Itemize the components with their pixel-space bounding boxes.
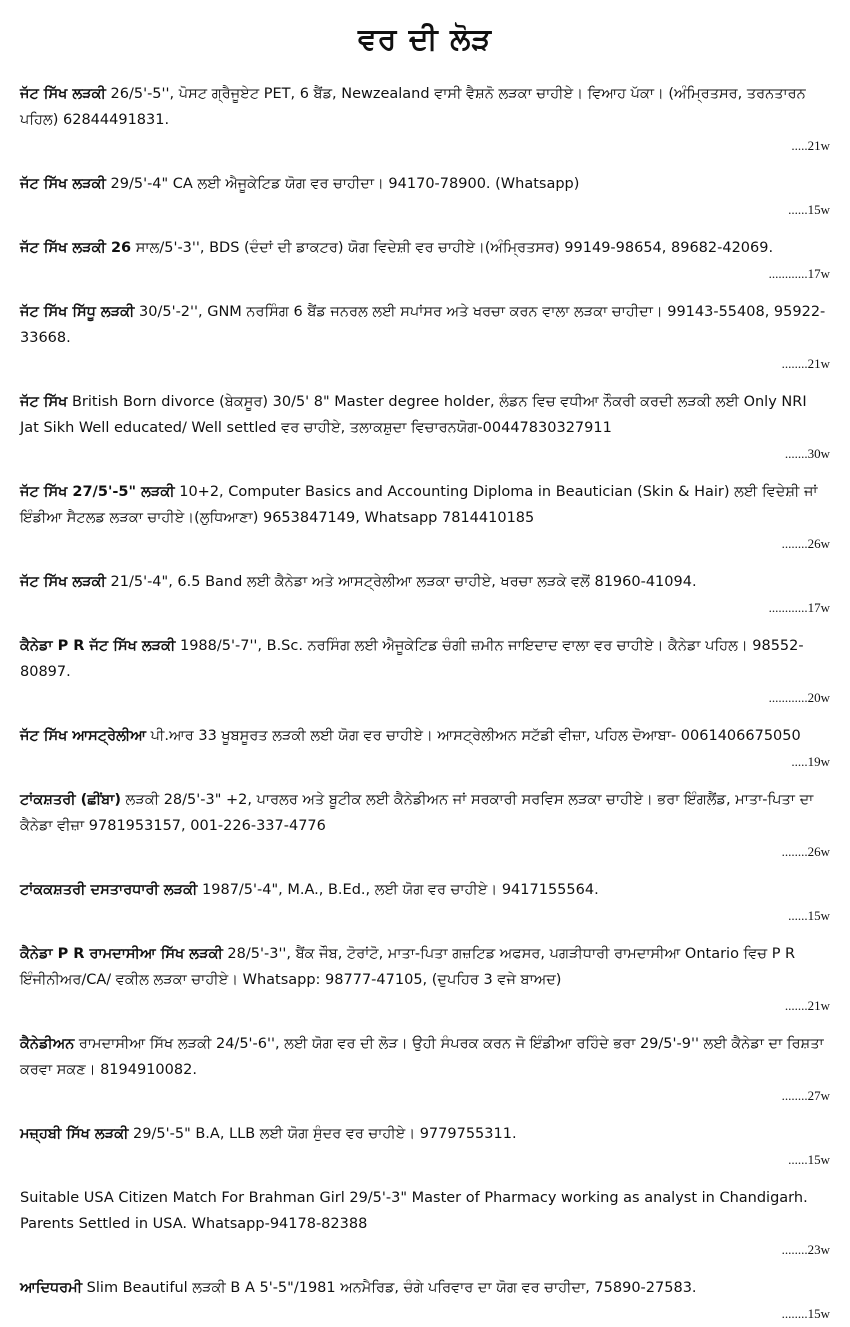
ad-lead: ਆਦਿਧਰਮੀ: [20, 1280, 83, 1296]
ad-code: .....19w: [791, 754, 830, 769]
ad-body: 26/5'-5'', ਪੋਸਟ ਗ੍ਰੈਜੂਏਟ PET, 6 ਬੈਂਡ, Newzealand ਵਾਸੀ ਵੈਸ਼ਨੋ ਲੜਕਾ ਚਾਹੀਏ। ਵਿਆਹ ਪੱਕਾ। (ਅੰਮ੍ਰਿਤਸਰ, ਤਰਨਤਾਰਨ ਪਹਿਲ) 62844491831.: [20, 86, 806, 128]
classified-ad: [20, 81, 830, 159]
ad-lead: ਟਾਂਕਕਸ਼ਤਰੀ ਦਸਤਾਰਧਾਰੀ ਲੜਕੀ: [20, 882, 198, 898]
ad-lead: ਟਾਂਕਸ਼ਤਰੀ (ਛੀਂਬਾ): [20, 792, 121, 808]
page-title: ਵਰ ਦੀ ਲੋੜ: [357, 22, 493, 57]
ad-body: ਸਾਲ/5'-3'', BDS (ਦੰਦਾਂ ਦੀ ਡਾਕਟਰ) ਯੋਗ ਵਿਦੇਸ਼ੀ ਵਰ ਚਾਹੀਏ।(ਅੰਮ੍ਰਿਤਸਰ) 99149-98654, 89682-42069.: [131, 240, 774, 256]
classified-ad: [20, 1185, 830, 1263]
ad-text: [20, 723, 830, 749]
ad-code: ........15w: [781, 1306, 830, 1321]
ad-lead: ਮਜ਼੍ਹਬੀ ਸਿੱਖ ਲੜਕੀ: [20, 1126, 129, 1142]
ad-lead: ਜੱਟ ਸਿੱਖ ਸਿੱਧੂ ਲੜਕੀ: [20, 304, 135, 320]
ad-code: ........21w: [781, 356, 830, 371]
ad-lead: ਕੈਨੇਡਾ P R ਰਾਮਦਾਸੀਆ ਸਿੱਖ ਲੜਕੀ: [20, 946, 223, 962]
ad-code: .....21w: [791, 138, 830, 153]
classified-ad: [20, 479, 830, 557]
classified-ad: [20, 389, 830, 467]
ad-text: [20, 877, 830, 903]
ad-text: [20, 787, 830, 839]
ad-body: ਲੜਕੀ 28/5'-3" +2, ਪਾਰਲਰ ਅਤੇ ਬੂਟੀਕ ਲਈ ਕੈਨੇਡੀਅਨ ਜਾਂ ਸਰਕਾਰੀ ਸਰਵਿਸ ਲੜਕਾ ਚਾਹੀਏ। ਭਰਾ ਇੰਗਲੈਂਡ, ਮਾਤਾ-ਪਿਤਾ ਦਾ ਕੈਨੇਡਾ ਵੀਜ਼ਾ 9781953157, 001-226-337-4776: [20, 792, 814, 834]
ad-code: ......15w: [788, 202, 830, 217]
ad-text: [20, 941, 830, 993]
ad-code: ........23w: [781, 1242, 830, 1257]
ad-text: [20, 299, 830, 351]
ad-lead: ਜੱਟ ਸਿੱਖ 27/5'-5" ਲੜਕੀ: [20, 484, 175, 500]
ad-code: ........26w: [781, 536, 830, 551]
ad-body: ਰਾਮਦਾਸੀਆ ਸਿੱਖ ਲੜਕੀ 24/5'-6'', ਲਈ ਯੋਗ ਵਰ ਦੀ ਲੋੜ। ਉਹੀ ਸੰਪਰਕ ਕਰਨ ਜੋ ਇੰਡੀਆ ਰਹਿੰਦੇ ਭਰਾ 29/5'-9'' ਲਈ ਕੈਨੇਡਾ ਦਾ ਰਿਸ਼ਤਾ ਕਰਵਾ ਸਕਣ। 8194910082.: [20, 1036, 824, 1078]
classified-ad: [20, 1121, 830, 1173]
ad-body: 1987/5'-4", M.A., B.Ed., ਲਈ ਯੋਗ ਵਰ ਚਾਹੀਏ। 9417155564.: [197, 882, 599, 898]
ad-text: [20, 171, 830, 197]
ad-lead: ਕੈਨੇਡਾ P R ਜੱਟ ਸਿੱਖ ਲੜਕੀ: [20, 638, 176, 654]
ad-text: [20, 1121, 830, 1147]
classified-ad: [20, 235, 830, 287]
ad-lead: ਜੱਟ ਸਿੱਖ ਲੜਕੀ: [20, 176, 106, 192]
ad-code: ........27w: [781, 1088, 830, 1103]
ad-code: .......30w: [784, 446, 830, 461]
ad-body: Suitable USA Citizen Match For Brahman Girl 29/5'-3" Master of Pharmacy working as analyst in Chandigarh. Parents Settled in USA. Whatsapp-94178-82388: [20, 1190, 808, 1232]
classified-ad: [20, 633, 830, 711]
ad-code: ......15w: [788, 1152, 830, 1167]
ad-body: 28/5'-3'', ਬੈਂਕ ਜੌਬ, ਟੋਰਾਂਟੋ, ਮਾਤਾ-ਪਿਤਾ ਗਜ਼ਟਿਡ ਅਫਸਰ, ਪਗੜੀਧਾਰੀ ਰਾਮਦਾਸੀਆ Ontario ਵਿਚ P R ਇੰਜੀਨੀਅਰ/CA/ ਵਕੀਲ ਲੜਕਾ ਚਾਹੀਏ। Whatsapp: 98777-47105, (ਦੁਪਹਿਰ 3 ਵਜੇ ਬਾਅਦ): [20, 946, 796, 988]
ad-code: ............17w: [768, 600, 830, 615]
ad-text: [20, 479, 830, 531]
classified-ad: [20, 941, 830, 1019]
ad-code: .......21w: [784, 998, 830, 1013]
ad-body: 30/5'-2'', GNM ਨਰਸਿੰਗ 6 ਬੈਂਡ ਜਨਰਲ ਲਈ ਸਪਾਂਸਰ ਅਤੇ ਖਰਚਾ ਕਰਨ ਵਾਲਾ ਲੜਕਾ ਚਾਹੀਦਾ। 99143-55408, 95922-33668.: [20, 304, 826, 346]
classified-ad: [20, 569, 830, 621]
classified-ad: [20, 171, 830, 223]
ad-body: Slim Beautiful ਲੜਕੀ B A 5'-5"/1981 ਅਨਮੈਰਿਡ, ਚੰਗੇ ਪਰਿਵਾਰ ਦਾ ਯੋਗ ਵਰ ਚਾਹੀਦਾ, 75890-27583.: [82, 1280, 697, 1296]
ad-lead: ਜੱਟ ਸਿੱਖ: [20, 394, 68, 410]
classified-ad: [20, 723, 830, 775]
ad-code: ........26w: [781, 844, 830, 859]
classified-ad: [20, 877, 830, 929]
ad-lead: ਜੱਟ ਸਿੱਖ ਲੜਕੀ: [20, 574, 106, 590]
ad-body: British Born divorce (ਬੇਕਸੂਰ) 30/5' 8" Master degree holder, ਲੰਡਨ ਵਿਚ ਵਧੀਆ ਨੌਕਰੀ ਕਰਦੀ ਲੜਕੀ ਲਈ Only NRI Jat Sikh Well educated/ Well settled ਵਰ ਚਾਹੀਏ, ਤਲਾਕਸ਼ੁਦਾ ਵਿਚਾਰਨਯੋਗ-00447830327911: [20, 394, 807, 436]
classified-ad: [20, 787, 830, 865]
ads-list: [20, 81, 830, 1327]
ad-text: [20, 235, 830, 261]
ad-lead: ਜੱਟ ਸਿੱਖ ਲੜਕੀ 26: [20, 240, 132, 256]
ad-text: [20, 389, 830, 441]
ad-lead: ਜੱਟ ਸਿੱਖ ਆਸਟ੍ਰੇਲੀਆ: [20, 728, 147, 744]
ad-text: [20, 633, 830, 685]
ad-body: 29/5'-5" B.A, LLB ਲਈ ਯੋਗ ਸੁੰਦਰ ਵਰ ਚਾਹੀਏ। 9779755311.: [128, 1126, 517, 1142]
ad-lead: ਜੱਟ ਸਿੱਖ ਲੜਕੀ: [20, 86, 106, 102]
ad-body: 1988/5'-7'', B.Sc. ਨਰਸਿੰਗ ਲਈ ਐਜੂਕੇਟਿਡ ਚੰਗੀ ਜ਼ਮੀਨ ਜਾਇਦਾਦ ਵਾਲਾ ਵਰ ਚਾਹੀਏ। ਕੈਨੇਡਾ ਪਹਿਲ। 98552-80897.: [20, 638, 804, 680]
ad-code: ............17w: [768, 266, 830, 281]
ad-code: ............20w: [768, 690, 830, 705]
ad-code: ......15w: [788, 908, 830, 923]
ad-text: [20, 1185, 830, 1237]
ad-body: 21/5'-4", 6.5 Band ਲਈ ਕੈਨੇਡਾ ਅਤੇ ਆਸਟ੍ਰੇਲੀਆ ਲੜਕਾ ਚਾਹੀਏ, ਖਰਚਾ ਲੜਕੇ ਵਲੋਂ 81960-41094.: [105, 574, 697, 590]
ad-body: 10+2, Computer Basics and Accounting Diploma in Beautician (Skin & Hair) ਲਈ ਵਿਦੇਸ਼ੀ ਜਾਂ ਇੰਡੀਆ ਸੈਟਲਡ ਲੜਕਾ ਚਾਹੀਏ।(ਲੁਧਿਆਣਾ) 9653847149, Whatsapp 7814410185: [20, 484, 818, 526]
ad-text: [20, 1275, 830, 1301]
ad-text: [20, 1031, 830, 1083]
ad-lead: ਕੈਨੇਡੀਅਨ: [20, 1036, 75, 1052]
classified-ad: [20, 1275, 830, 1327]
classified-ad: [20, 299, 830, 377]
ad-text: [20, 569, 830, 595]
ad-text: [20, 81, 830, 133]
classified-ad: [20, 1031, 830, 1109]
ad-body: ਪੀ.ਆਰ 33 ਖੂਬਸੂਰਤ ਲੜਕੀ ਲਈ ਯੋਗ ਵਰ ਚਾਹੀਏ। ਆਸਟ੍ਰੇਲੀਅਨ ਸਟੱਡੀ ਵੀਜ਼ਾ, ਪਹਿਲ ਦੋਆਬਾ- 0061406675050: [146, 728, 801, 744]
ad-body: 29/5'-4" CA ਲਈ ਐਜੂਕੇਟਿਡ ਯੋਗ ਵਰ ਚਾਹੀਦਾ। 94170-78900. (Whatsapp): [105, 176, 580, 192]
